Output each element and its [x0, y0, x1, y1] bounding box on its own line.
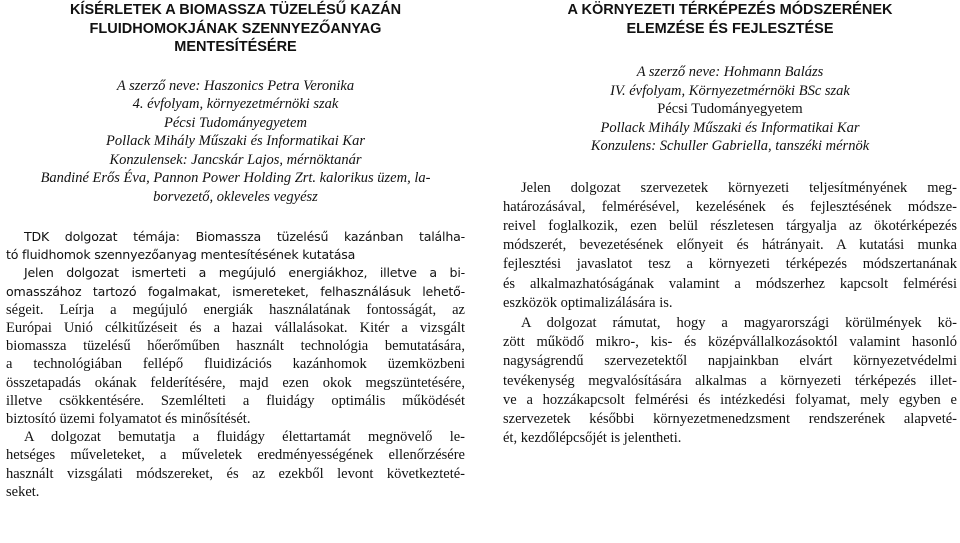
right-author-faculty: Pollack Mihály Műszaki és Informatikai Kar — [600, 119, 860, 136]
left-title-line: FLUIDHOMOKJÁNAK SZENNYEZŐANYAG — [89, 20, 382, 37]
left-title-line: KÍSÉRLETEK A BIOMASSZA TÜZELÉSŰ KAZÁN — [69, 2, 402, 18]
body-line: módszerét, bevezetésének előnyeit és hátrányait. A kutatási munka — [503, 237, 957, 254]
left-consultant: Konzulensek: Jancskár Lajos, mérnöktanár — [109, 151, 362, 168]
right-consultant: Konzulens: Schuller Gabriella, tanszéki mérnök — [590, 138, 870, 154]
body-line: ségeit. Leírja a megújuló energiák használatának fontosságát, az — [6, 301, 465, 318]
left-author-year: 4. évfolyam, környezetmérnöki szak — [132, 96, 339, 112]
left-article — [6, 0, 465, 501]
left-article-authors — [6, 77, 465, 207]
left-title-line: MENTESÍTÉSÉRE — [174, 39, 297, 55]
right-article-authors — [503, 63, 957, 156]
body-line: biztosító üzemi folyamatot és minősítését. — [6, 411, 251, 428]
body-line: használt vizsgálati módszereket, és az ezekből levont következteté- — [6, 465, 465, 482]
body-line: Jelen dolgozat ismerteti a megújuló energiákhoz, illetve a bi- — [24, 265, 465, 281]
right-article — [503, 0, 957, 448]
left-author-name: A szerző neve: Haszonics Petra Veronika — [116, 77, 355, 94]
body-line: határozásával, felmérésével, kezelésének és fejlesztésének módsze- — [503, 198, 957, 215]
left-author-faculty: Pollack Mihály Műszaki és Informatikai Kar — [106, 133, 365, 149]
right-author-university: Pécsi Tudományegyetem — [657, 101, 803, 117]
left-author-university: Pécsi Tudományegyetem — [164, 114, 307, 131]
body-line: illetve csökkentésére. Szemlélteti a fluidágy optimális működését — [6, 392, 465, 409]
body-line: zött működő mikro-, kis- és középvállalkozásoktól valamint hasonló — [503, 334, 957, 351]
body-line: A dolgozat bemutatja a fluidágy élettartamát megnövelő le- — [24, 429, 465, 446]
body-line: omasszához tartozó fogalmakat, ismereteket, felhasználásuk lehető- — [6, 283, 465, 299]
body-line: Európai Unió célkitűzéseit és a hazai vállalásokat. Kitér a vizsgált — [6, 320, 465, 337]
body-line: összetapadás okának felderítésére, majd ezen okok megszüntetésére, — [6, 374, 465, 391]
body-line: A dolgozat rámutat, hogy a magyarországi körülmények kö- — [521, 314, 957, 331]
body-line: ét, kezdőlépcsőjét is jelentheti. — [503, 430, 682, 447]
right-author-year: IV. évfolyam, Környezetmérnöki BSc szak — [610, 82, 850, 99]
body-line: biomassza tüzelésű hőerőműben használt technológia bemutatására, — [6, 338, 465, 355]
body-line: TDK dolgozat témája: Biomassza tüzelésű kazánban találha- — [24, 229, 465, 244]
right-title-line: ELEMZÉSE ÉS FEJLESZTÉSE — [626, 20, 834, 37]
body-line: Jelen dolgozat szervezetek környezeti teljesítményének meg- — [521, 179, 957, 196]
body-line: seket. — [6, 483, 40, 500]
body-line: szervezetek későbbi környezetmenedzsment rendszerének alapveté- — [503, 410, 957, 427]
right-article-body — [503, 179, 957, 449]
body-line: ve a hozzákapcsolt felmérési és intézkedési folyamat, mely egyben e — [503, 391, 957, 408]
right-article-title — [503, 0, 957, 38]
right-author-name: A szerző neve: Hohmann Balázs — [636, 64, 824, 80]
left-article-title — [6, 0, 465, 57]
body-line: a technológiában fellépő fluidizációs kazánhomok üzemközbeni — [6, 356, 465, 373]
body-line: eszközök optimalizálására is. — [503, 294, 673, 311]
body-line: nagyságrendű szervezetektől napjainkban elvárt környezetvédelmi — [503, 353, 957, 370]
body-line: fejlesztési javaslatot tesz a környezeti térképezés módszertanának — [503, 256, 957, 273]
left-consultant-2-cont: borvezető, okleveles vegyész — [153, 188, 318, 205]
body-line: reivel foglalkozik, ezen belül részletesen tárgyalja az ökotérképezés — [503, 217, 957, 234]
body-line: tó fluidhomok szennyezőanyag mentesítésének kutatása — [6, 247, 356, 263]
left-consultant-2: Bandiné Erős Éva, Pannon Power Holding Zrt. kalorikus üzem, la- — [40, 170, 431, 186]
body-line: tevékenység megvalósítására alkalmas a környezeti térképezés illet- — [503, 372, 957, 389]
body-line: és alkalmazhatóságának valamint a módszerhez kapcsolt felmérési — [503, 275, 957, 292]
body-line: hetséges műveleteket, a műveletek eredményességének ellenőrzésére — [6, 447, 465, 464]
right-title-line: A KÖRNYEZETI TÉRKÉPEZÉS MÓDSZERÉNEK — [567, 2, 893, 18]
left-article-body — [6, 228, 465, 501]
